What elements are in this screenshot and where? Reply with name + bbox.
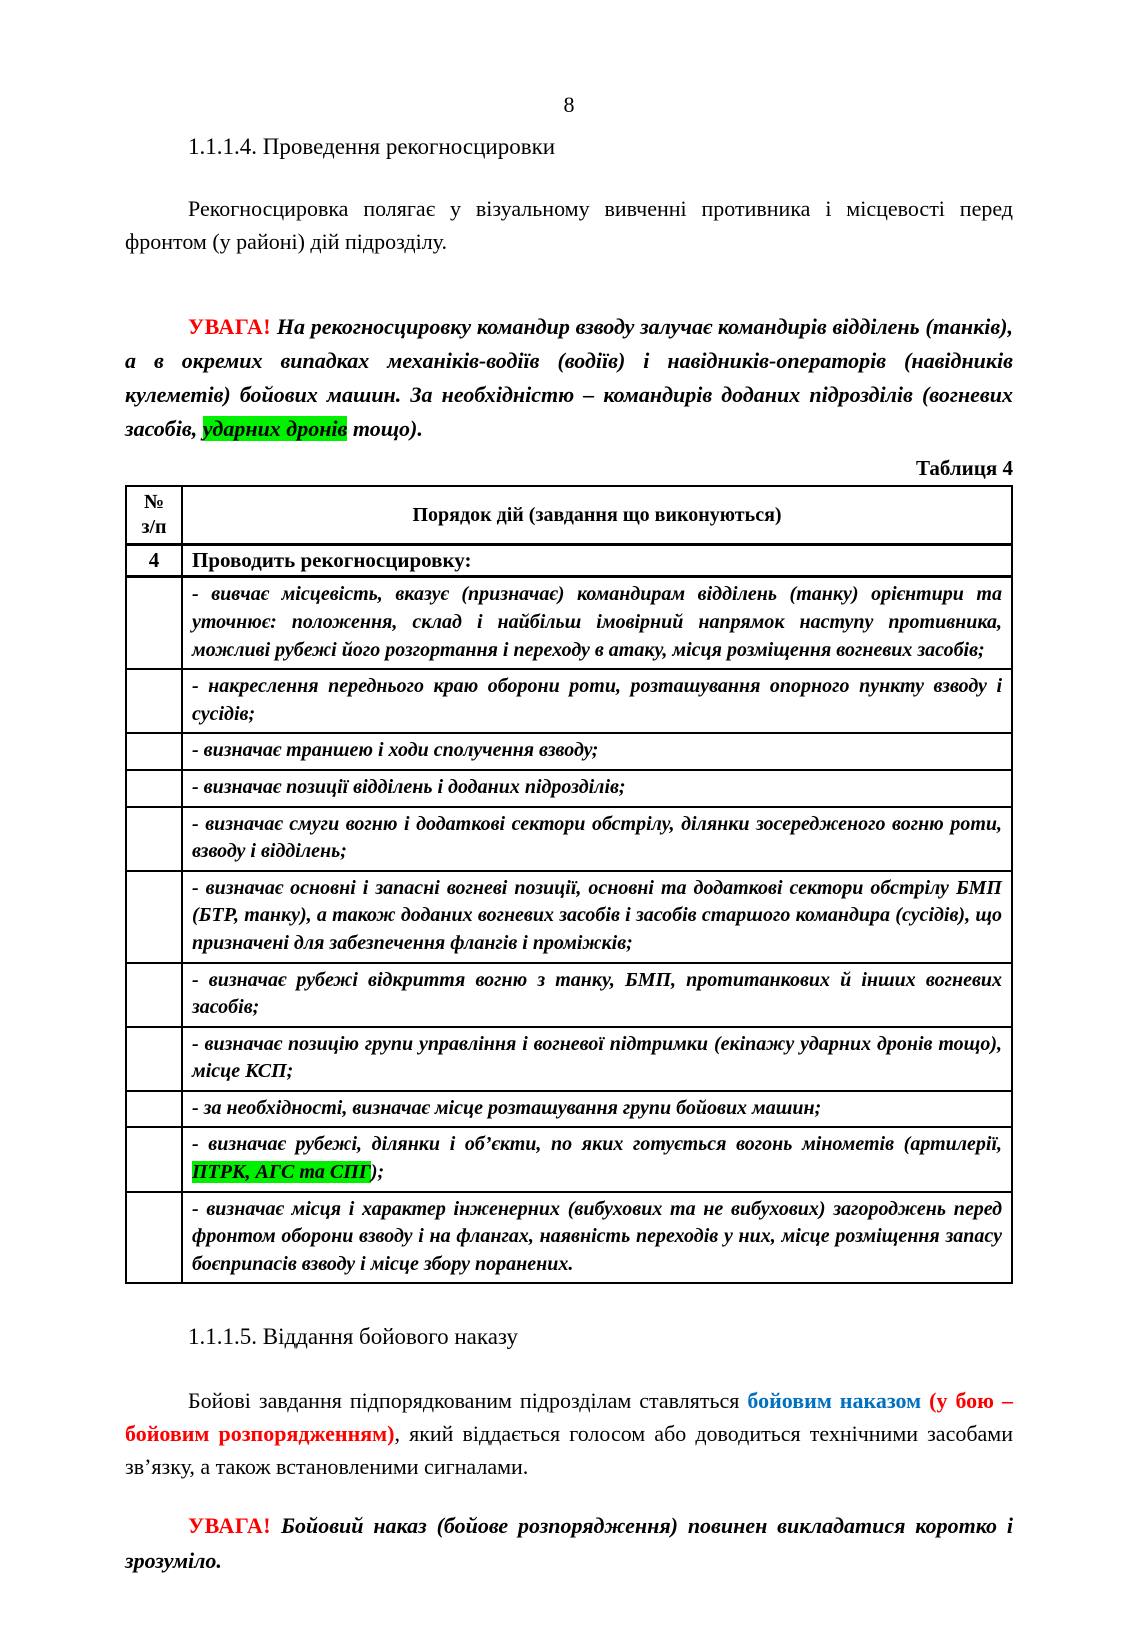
row-number-cell	[126, 669, 182, 733]
table-caption: Таблиця 4	[915, 456, 1013, 481]
table-row	[126, 669, 1012, 733]
row-text: - визначає траншею і ходи сполучення взводу;	[192, 739, 599, 762]
row-number-cell	[126, 963, 182, 1027]
row-number-cell	[126, 577, 182, 669]
attention-label: УВАГА!	[188, 1513, 272, 1539]
row-text: - визначає місця і характер інженерних (вибухових та не вибухових) загороджень перед фронтом оборони взводу і на флангах, наявність переходів у них, місце розміщення запасу боєприпасів взводу і місце збору поранених.	[192, 1197, 1002, 1275]
actions-table	[125, 485, 1013, 1284]
notice-attention-2	[125, 1509, 1013, 1577]
row-number-cell	[126, 1192, 182, 1284]
column-header-number-line2: з/п	[141, 516, 167, 539]
row-number-cell: 4	[126, 545, 182, 577]
row-content-cell	[182, 963, 1012, 1027]
notice-text-emphasis: коротко і зрозуміло.	[125, 1513, 1013, 1573]
row-text-before: - визначає рубежі, ділянки і об’єкти, по яких готується вогонь мінометів (артилерії,	[192, 1133, 1002, 1156]
row-content-cell	[182, 1091, 1012, 1128]
section-heading-1-1-1-4: 1.1.1.4. Проведення рекогносцировки	[188, 134, 556, 159]
section-heading-1-1-1-5: 1.1.1.5. Віддання бойового наказу	[188, 1324, 519, 1350]
row-text-emphasis: за необхідності	[203, 1096, 343, 1119]
row-text: - вивчає місцевість, вказує (призначає) командирам відділень (танку) орієнтири та уточнює: положення, склад і найбільш імовірний напрямок наступу противника, можливі рубежі його розгортання і переходу в атаку, місця розміщення вогневих засобів;	[192, 583, 1002, 661]
row-text: - визначає позиції відділень і доданих підрозділів;	[192, 775, 626, 798]
row-text-rest: , визначає місце розташування групи бойових машин;	[342, 1096, 822, 1119]
row-content-cell	[182, 669, 1012, 733]
table-row	[126, 1027, 1012, 1091]
row-text-prefix: -	[192, 1096, 204, 1119]
table-row	[126, 1127, 1012, 1191]
row-text: - визначає смуги вогню і додаткові сектори обстрілу, ділянки зосередженого вогню роти, взводу і відділень;	[192, 812, 1002, 863]
page-number: 8	[563, 92, 575, 117]
row-content-cell	[182, 1192, 1012, 1284]
table-title-row	[126, 545, 1012, 577]
notice-text-after: тощо).	[347, 416, 423, 442]
row-content-cell	[182, 770, 1012, 807]
table-row	[126, 807, 1012, 871]
row-number-cell	[126, 733, 182, 770]
column-header-number	[126, 486, 182, 545]
row-text: - визначає рубежі відкриття вогню з танку, БМП, протитанкових й інших вогневих засобів;	[192, 968, 1002, 1019]
notice-text: Бойовий наказ (бойове розпорядження) повинен викладатися	[271, 1513, 916, 1539]
paragraph-recon-definition: Рекогносцировка полягає у візуальному вивченні противника і місцевості перед фронтом (у районі) дій підрозділу.	[125, 196, 1013, 254]
table-row	[126, 770, 1012, 807]
attention-label: УВАГА!	[188, 314, 272, 339]
table-row	[126, 733, 1012, 770]
row-number-cell	[126, 871, 182, 963]
table-row	[126, 871, 1012, 963]
column-header-number-line1: №	[143, 491, 165, 514]
row-number-cell	[126, 1091, 182, 1128]
table-row	[126, 963, 1012, 1027]
row-number-cell	[126, 770, 182, 807]
row-title-cell: Проводить рекогносцировку:	[182, 545, 1012, 577]
row-content-cell	[182, 1127, 1012, 1191]
row-text: - визначає основні і запасні вогневі позиції, основні та додаткові сектори обстрілу БМП (БТР, танку), а також доданих вогневих засобів і засобів старшого командира (сусідів), що призначені для забезпечення флангів і проміжків;	[192, 876, 1002, 954]
highlight-weapons: ПТРК, АГС та СПГ	[192, 1161, 371, 1184]
column-header-actions: Порядок дій (завдання що виконуються)	[182, 486, 1012, 545]
combat-directive-term: (у бою – бойовим розпорядженням)	[125, 1388, 1013, 1447]
para-text-before: Бойові завдання підпорядкованим підрозділам ставляться	[188, 1388, 748, 1414]
row-content-cell	[182, 733, 1012, 770]
row-content-cell	[182, 871, 1012, 963]
notice-text-before: На рекогносцировку командир взводу залучає командирів відділень (танків), а в окремих випадках механіків-водіїв (водіїв) і навідників-операторів (навідників кулеметів) бойових машин. За необхідністю – командирів доданих підрозділів (вогневих засобів,	[125, 314, 1013, 442]
table-row	[126, 1192, 1012, 1284]
row-number-cell	[126, 1127, 182, 1191]
row-text: - визначає позицію групи управління і вогневої підтримки (екіпажу ударних дронів тощо), місце КСП;	[192, 1032, 1002, 1083]
row-content-cell	[182, 807, 1012, 871]
row-text-after: );	[370, 1161, 385, 1184]
paragraph-combat-order	[125, 1384, 1013, 1483]
row-content-cell	[182, 577, 1012, 669]
row-text: - накреслення переднього краю оборони роти, розташування опорного пункту взводу і сусідів;	[192, 675, 1002, 725]
table-row	[126, 577, 1012, 669]
table-row	[126, 1091, 1012, 1128]
para-text-after: , який віддається голосом або доводиться технічними засобами зв’язку, а також встановленими сигналами.	[125, 1421, 1013, 1480]
highlight-strike-drones: ударних дронів	[202, 416, 348, 442]
row-content-cell	[182, 1027, 1012, 1091]
table-header-row	[126, 486, 1012, 545]
combat-order-term: бойовим наказом	[747, 1388, 922, 1414]
row-number-cell	[126, 1027, 182, 1091]
row-number-cell	[126, 807, 182, 871]
notice-attention-1	[125, 310, 1013, 446]
